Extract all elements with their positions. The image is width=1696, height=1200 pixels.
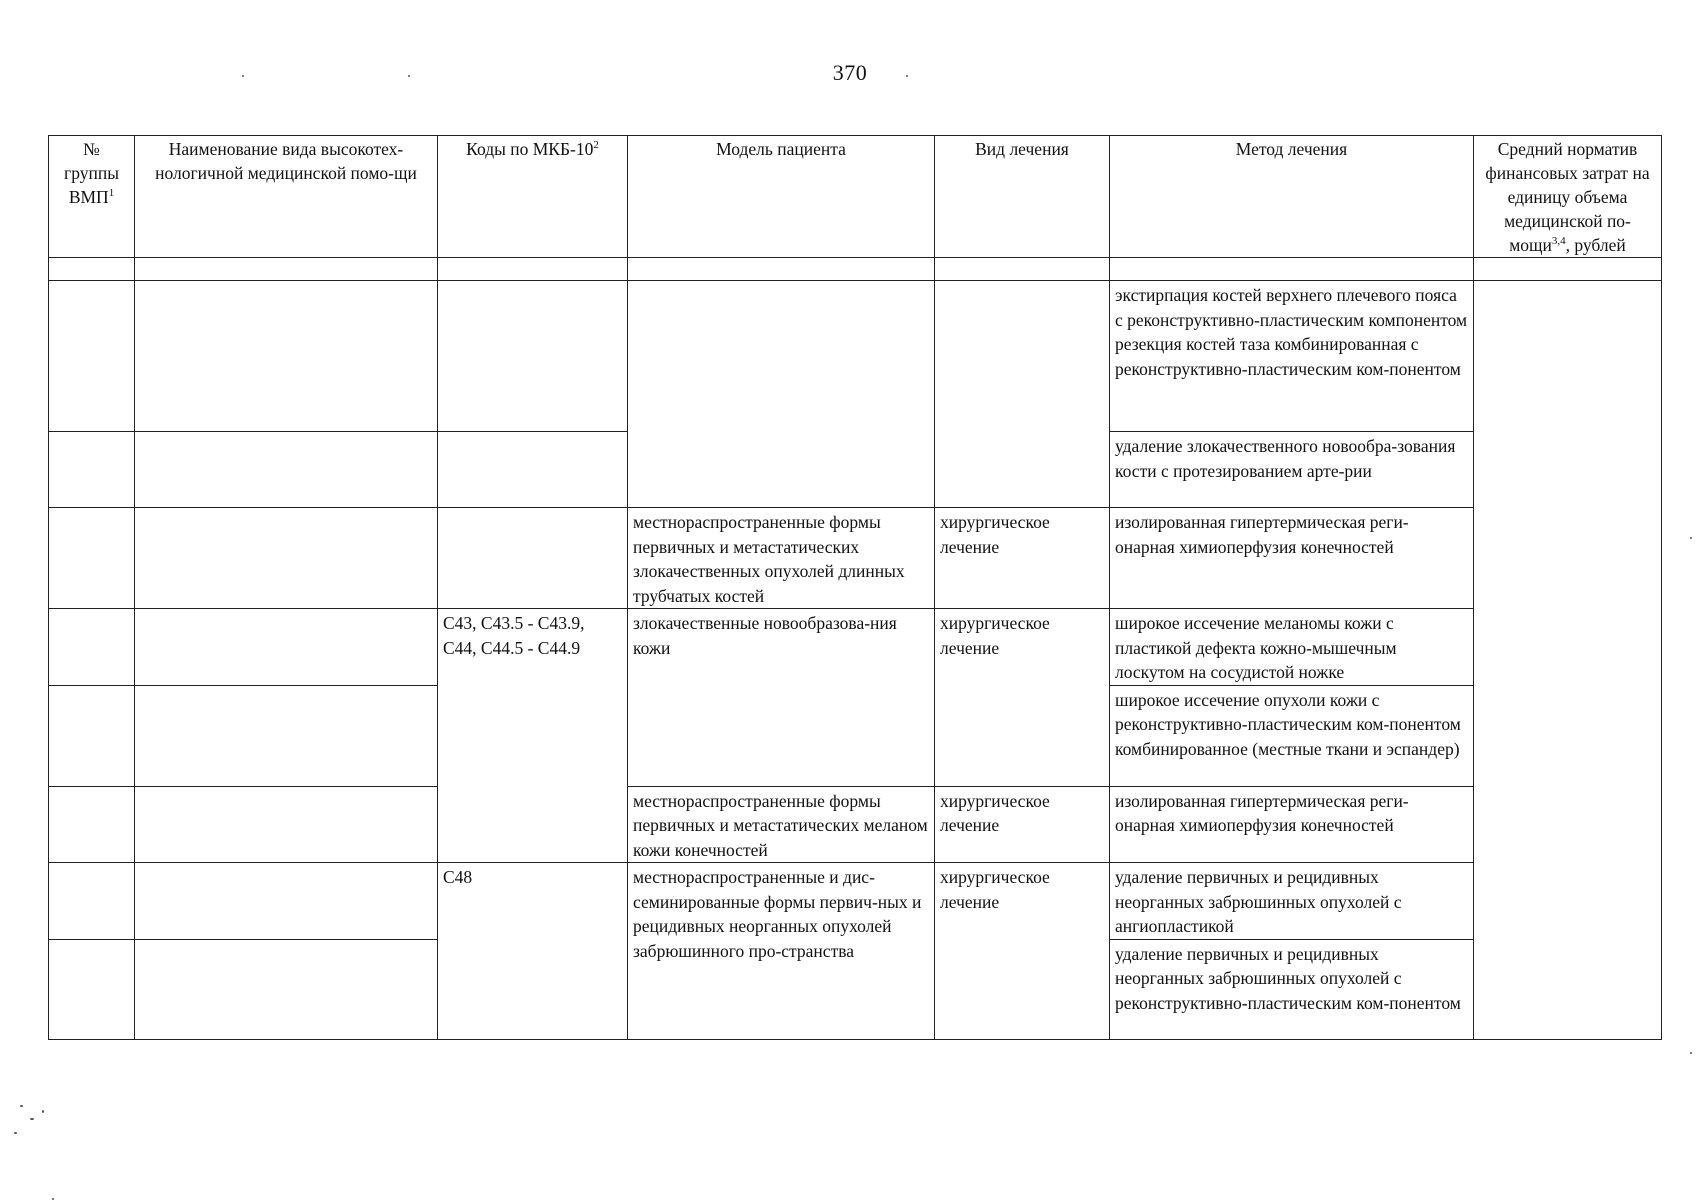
treatment-cell: хирургическое лечение <box>935 508 1110 609</box>
method-cell: изолированная гипертермическая реги-онарная химиоперфузия конечностей <box>1110 508 1474 609</box>
table-cell <box>628 281 935 508</box>
table-cell <box>49 939 135 1039</box>
table-cell <box>49 609 135 686</box>
header-average-cost: Средний норматив финансовых затрат на единицу объема медицинской по-мощи$^{3,4}$, рублей <box>1474 136 1662 258</box>
scan-speck <box>906 75 908 77</box>
table-cell <box>135 786 438 863</box>
method-cell: удаление злокачественного новообра-зования кости с протезированием арте-рии <box>1110 432 1474 508</box>
table-row <box>49 786 1662 863</box>
method-cell: удаление первичных и рецидивных неорганных забрюшинных опухолей с реконструктивно-пластическим ком-понентом <box>1110 939 1474 1039</box>
codes-cell: C48 <box>438 863 628 1040</box>
scan-speck <box>242 75 244 77</box>
header-treatment-type: Вид лечения <box>935 136 1110 258</box>
table-cell <box>628 258 935 281</box>
table-cell <box>135 281 438 432</box>
model-cell: местнораспространенные формы первичных и метастатических меланом кожи конечностей <box>628 786 935 863</box>
table-cell <box>438 508 628 609</box>
method-cell: удаление первичных и рецидивных неорганных забрюшинных опухолей с ангиопластикой <box>1110 863 1474 940</box>
table-row <box>49 609 1662 686</box>
table-cell <box>49 281 135 432</box>
table-cell <box>49 786 135 863</box>
scan-speck <box>42 1110 44 1113</box>
table-cell <box>1474 258 1662 281</box>
table-cell <box>135 685 438 786</box>
table-cell <box>135 863 438 940</box>
table-cell <box>438 281 628 432</box>
method-cell: экстирпация костей верхнего плечевого пояса с реконструктивно-пластическим компонентом резекция костей таза комбинированная с реконструктивно-пластическим ком-понентом <box>1110 281 1474 432</box>
scan-speck <box>20 1105 23 1107</box>
table-cell <box>935 281 1110 508</box>
header-care-type-name: Наименование вида высокотех-нологичной медицинской помо-щи <box>135 136 438 258</box>
model-cell: местнораспространенные и дис-семинированные формы первич-ных и рецидивных неорганных опухолей забрюшинного про-странства <box>628 863 935 1040</box>
cost-cell <box>1474 281 1662 1040</box>
method-cell: широкое иссечение меланомы кожи с пластикой дефекта кожно-мышечным лоскутом на сосудистой ножке <box>1110 609 1474 686</box>
method-cell: широкое иссечение опухоли кожи с реконструктивно-пластическим ком-понентом комбинированное (местные ткани и эспандер) <box>1110 685 1474 786</box>
codes-cell: C43, C43.5 - C43.9, C44, C44.5 - C44.9 <box>438 609 628 863</box>
scan-speck <box>408 75 410 77</box>
table-cell <box>49 685 135 786</box>
table-cell <box>49 863 135 940</box>
table-cell <box>135 432 438 508</box>
model-cell: местнораспространенные формы первичных и метастатических злокачественных опухолей длинных трубчатых костей <box>628 508 935 609</box>
header-spacer-row <box>49 258 1662 281</box>
scan-speck <box>30 1118 34 1120</box>
table-cell <box>49 258 135 281</box>
treatment-cell: хирургическое лечение <box>935 786 1110 863</box>
table-row <box>49 863 1662 940</box>
table-cell <box>135 609 438 686</box>
table-cell <box>135 258 438 281</box>
header-treatment-method: Метод лечения <box>1110 136 1474 258</box>
page-number: 370 <box>832 60 868 85</box>
table-header-row <box>49 136 1662 258</box>
table-cell <box>935 258 1110 281</box>
scan-speck <box>14 1132 17 1134</box>
header-icd-codes: Коды по МКБ-$10^2$ <box>438 136 628 258</box>
treatment-cell: хирургическое лечение <box>935 609 1110 787</box>
header-group-number: № группы ВМП$^1$ <box>49 136 135 258</box>
table-cell <box>438 432 628 508</box>
table-cell <box>49 432 135 508</box>
table-cell <box>49 508 135 609</box>
vmp-table <box>48 135 1662 1040</box>
method-cell: изолированная гипертермическая реги-онарная химиоперфузия конечностей <box>1110 786 1474 863</box>
model-cell: злокачественные новообразова-ния кожи <box>628 609 935 787</box>
scan-speck <box>1690 537 1692 539</box>
table-cell <box>135 939 438 1039</box>
treatment-cell: хирургическое лечение <box>935 863 1110 1040</box>
table-cell <box>1110 258 1474 281</box>
table-row <box>49 508 1662 609</box>
header-patient-model: Модель пациента <box>628 136 935 258</box>
table-cell <box>438 258 628 281</box>
table-row <box>49 281 1662 432</box>
scan-speck <box>1690 1052 1692 1054</box>
table-cell <box>135 508 438 609</box>
